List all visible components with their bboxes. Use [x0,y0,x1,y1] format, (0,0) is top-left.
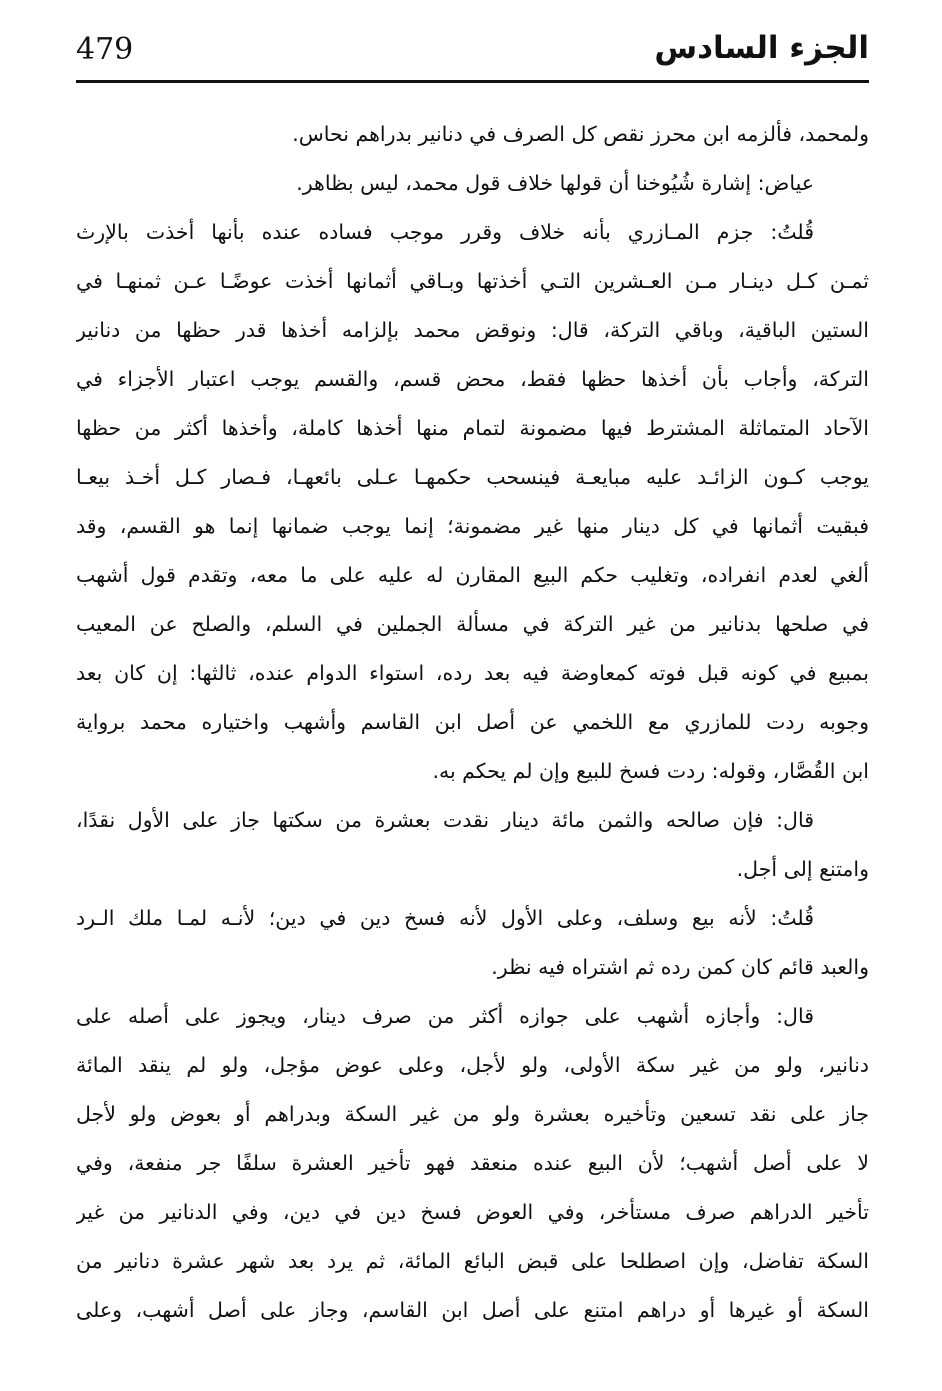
text-line: عياض: إشارة شُيُوخنا أن قولها خلاف قول محمد، ليس بظاهر. [296,171,814,195]
text-line: السكة أو غيرها أو دراهم امتنع على أصل ابن القاسم، وجاز على أصل أشهب، وعلى [76,1298,869,1322]
page-header [76,30,869,76]
text-line: دنانير، ولو من غير سكة الأولى، ولو لأجل، وعلى عوض مؤجل، ولو لم ينقد المائة [76,1053,869,1077]
text-line: في صلحها بدنانير من غير التركة في مسألة الجملين في السلم، والصلح عن المعيب [76,612,869,636]
header-rule [76,80,869,83]
text-line: الآحاد المتماثلة المشترط فيها مضمونة لتمام منها أخذها كاملة، وأخذها أكثر من حظها [76,416,869,440]
text-line: قال: وأجازه أشهب على جوازه أكثر من صرف دينار، ويجوز على أصله على [76,1004,814,1028]
text-line: السكة تفاضل، وإن اصطلحا على قبض البائع المائة، ثم يرد بعد شهر عشرة دنانير من [76,1249,869,1273]
text-line: تأخير الدراهم صرف مستأخر، وفي العوض فسخ دين في دين، وفي الدنانير من غير [76,1200,869,1224]
text-line: وامتنع إلى أجل. [736,857,869,881]
text-line: يوجب كـون الزائـد عليه مبايعـة فينسحب حكمهـا عـلى بائعهـا، فـصار كـل أخـذ بيعـا [76,465,869,489]
running-title: الجزء السادس [654,30,869,66]
text-line: بمبيع في كونه قبل فوته كمعاوضة فيه بعد رده، استواء الدوام عنده، ثالثها: إن كان بعد [76,661,869,685]
text-line: الستين الباقية، وباقي التركة، قال: ونوقض محمد بإلزامه أخذها قدر حظها من دنانير [76,318,869,342]
page-number: 479 [76,32,134,67]
text-line: والعبد قائم كان كمن رده ثم اشتراه فيه نظر. [491,955,869,979]
text-line: لا على أصل أشهب؛ لأن البيع عنده منعقد فهو تأخير العشرة سلفًا جر منفعة، وفي [76,1151,869,1175]
text-line: ألغي لعدم انفراده، وتغليب حكم البيع المقارن له عليه على ما معه، وتقدم قول أشهب [76,563,869,587]
text-line: فبقيت أثمانها في كل دينار منها غير مضمونة؛ إنما يوجب ضمانها إنما هو القسم، وقد [76,514,869,538]
text-line: قُلتُ: جزم المـازري بأنه خلاف وقرر موجب فساده عنده بأنها أخذت بالإرث [76,220,814,244]
text-line: جاز على نقد تسعين وتأخيره بعشرة ولو من غير السكة وبدراهم أو بعوض ولو لأجل [76,1102,869,1126]
text-line: ابن القُصَّار، وقوله: ردت فسخ للبيع وإن لم يحكم به. [432,759,869,783]
text-line: قُلتُ: لأنه بيع وسلف، وعلى الأول لأنه فسخ دين في دين؛ لأنـه لمـا ملك الـرد [76,906,814,930]
text-line: قال: فإن صالحه والثمن مائة دينار نقدت بعشرة من سكتها جاز على الأول نقدًا، [76,808,814,832]
text-line: التركة، وأجاب بأن أخذها حظها فقط، محض قسم، والقسم يوجب اعتبار الأجزاء في [76,367,869,391]
text-line: وجوبه ردت للمازري مع اللخمي عن أصل ابن القاسم وأشهب واختياره محمد برواية [76,710,869,734]
text-line: ثمـن كـل دينـار مـن العـشرين التـي أخذتها وبـاقي أثمانها أخذت عوضًـا عـن ثمنهـا في [76,269,869,293]
body-text [76,110,869,1335]
text-line: ولمحمد، فألزمه ابن محرز نقص كل الصرف في دنانير بدراهم نحاس. [292,122,869,146]
